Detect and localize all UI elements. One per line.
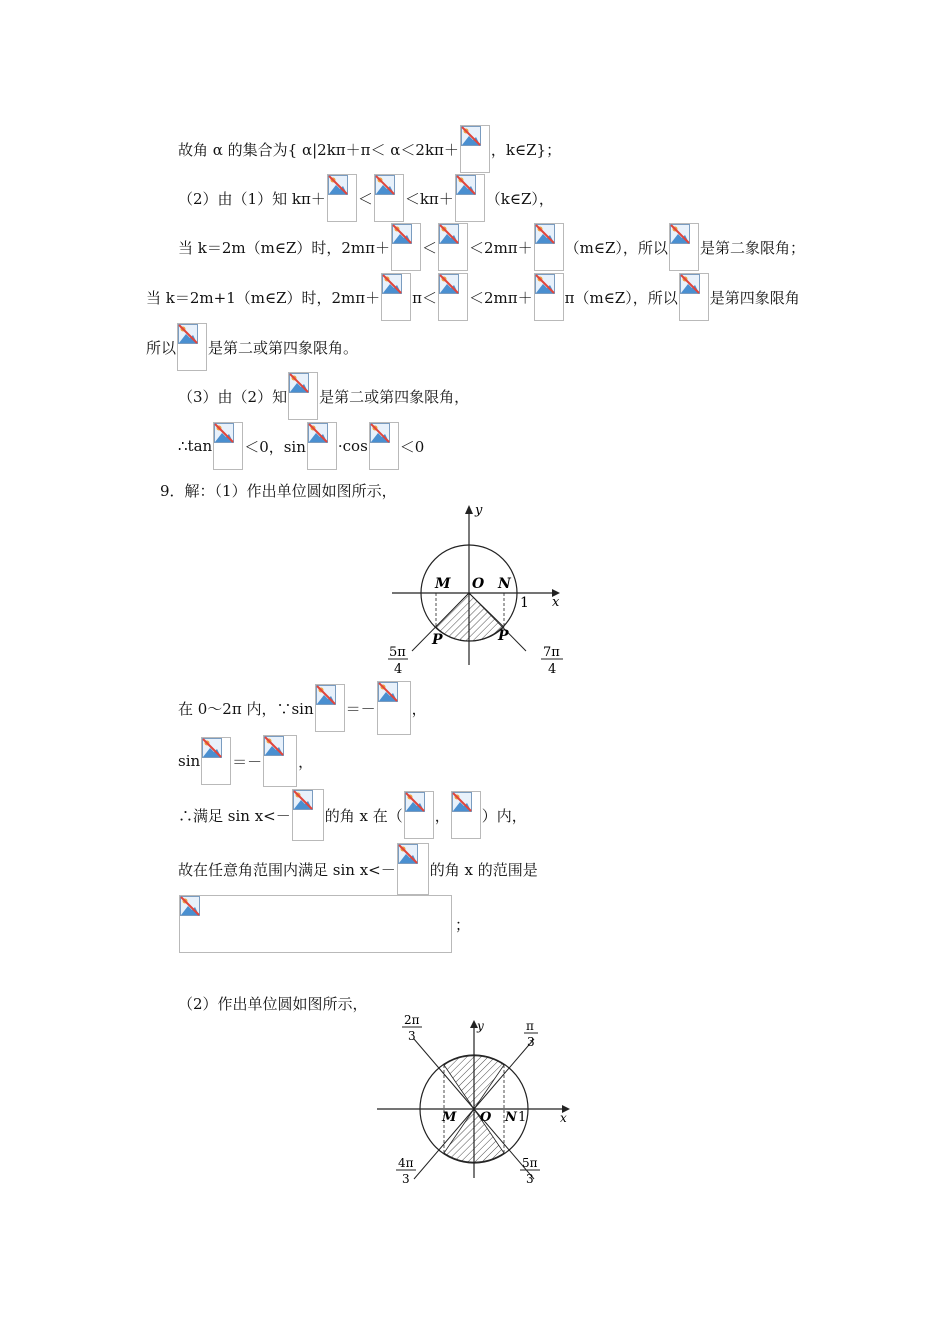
image-placeholder bbox=[374, 174, 404, 222]
broken-image-icon bbox=[405, 792, 425, 812]
angle-right-numerator: 7π bbox=[543, 645, 560, 660]
line-text: ＝－ bbox=[232, 752, 263, 771]
x-axis-label: x bbox=[552, 595, 560, 610]
line-text: 是第四象限角 bbox=[709, 288, 800, 307]
text-line bbox=[146, 322, 358, 372]
label-p-left: P bbox=[432, 632, 443, 648]
image-placeholder bbox=[315, 684, 345, 732]
image-placeholder bbox=[369, 422, 399, 470]
line-text: （2）由（1）知 kπ＋ bbox=[178, 189, 326, 208]
broken-image-icon bbox=[202, 738, 222, 758]
image-placeholder bbox=[679, 273, 709, 321]
image-placeholder bbox=[404, 791, 434, 839]
label-one: 1 bbox=[520, 595, 529, 611]
line-text: （k∈Z）， bbox=[485, 189, 554, 208]
image-placeholder bbox=[534, 223, 564, 271]
line-text: ＜2mπ＋ bbox=[469, 238, 533, 257]
line-text: ∴tan bbox=[178, 437, 213, 455]
line-text: ， bbox=[411, 699, 427, 718]
line-text: 故在任意角范围内满足 sin x<－ bbox=[178, 860, 396, 879]
line-text: ）内， bbox=[481, 806, 527, 825]
text-line bbox=[178, 371, 469, 421]
image-placeholder bbox=[377, 681, 411, 735]
broken-image-icon bbox=[178, 324, 198, 344]
broken-image-icon bbox=[535, 224, 555, 244]
image-placeholder bbox=[177, 323, 207, 371]
broken-image-icon bbox=[316, 685, 336, 705]
angle-br-numerator: 5π bbox=[522, 1156, 538, 1170]
line-text: 是第二或第四象限角。 bbox=[208, 338, 359, 357]
image-placeholder bbox=[327, 174, 357, 222]
angle-tr-numerator: π bbox=[526, 1019, 534, 1033]
line-text: 9．解：（1）作出单位圆如图所示， bbox=[160, 481, 397, 500]
angle-tl-numerator: 2π bbox=[404, 1013, 420, 1027]
broken-image-icon bbox=[535, 274, 555, 294]
image-placeholder bbox=[397, 843, 429, 895]
angle-left-numerator: 5π bbox=[389, 645, 406, 660]
angle-left-denominator: 4 bbox=[394, 662, 403, 677]
line-text: π（m∈Z），所以 bbox=[564, 288, 678, 307]
line-text: 当 k＝2m+1（m∈Z）时，2mπ＋ bbox=[146, 288, 381, 307]
image-placeholder bbox=[213, 422, 243, 470]
line-text: （3）由（2）知 bbox=[178, 387, 288, 406]
broken-image-icon bbox=[370, 423, 390, 443]
image-placeholder bbox=[455, 174, 485, 222]
image-placeholder bbox=[669, 223, 699, 271]
broken-image-icon bbox=[293, 790, 313, 810]
text-line bbox=[178, 173, 554, 223]
unit-circle-figure-1 bbox=[380, 500, 600, 680]
broken-image-icon bbox=[180, 896, 200, 916]
line-text: ＝－ bbox=[345, 699, 376, 718]
line-text: 当 k＝2m（m∈Z）时，2mπ＋ bbox=[178, 238, 391, 257]
line-text: ＜0 bbox=[399, 437, 425, 456]
broken-image-icon bbox=[378, 682, 398, 702]
label-one: 1 bbox=[518, 1110, 527, 1125]
text-line bbox=[178, 222, 805, 272]
line-text: 故角 α 的集合为{ α|2kπ＋π＜ α＜2kπ＋ bbox=[178, 140, 459, 159]
text-line bbox=[178, 985, 368, 1021]
angle-right-denominator: 4 bbox=[548, 662, 557, 677]
broken-image-icon bbox=[214, 423, 234, 443]
y-axis-label: y bbox=[477, 1019, 484, 1033]
y-axis-arrow bbox=[465, 505, 473, 514]
label-m: M bbox=[442, 1110, 457, 1125]
broken-image-icon bbox=[328, 175, 348, 195]
label-p-right: P bbox=[498, 628, 509, 644]
image-placeholder bbox=[292, 789, 324, 841]
angle-tl-denominator: 3 bbox=[408, 1029, 416, 1043]
image-placeholder bbox=[391, 223, 421, 271]
image-placeholder bbox=[534, 273, 564, 321]
image-placeholder bbox=[179, 895, 452, 953]
text-line bbox=[178, 788, 527, 842]
line-text: π＜ bbox=[412, 288, 437, 307]
label-m: M bbox=[435, 576, 451, 592]
angle-tr-denominator: 3 bbox=[527, 1035, 535, 1049]
line-text: ，k∈Z}； bbox=[490, 140, 562, 159]
line-text: ； bbox=[455, 915, 471, 934]
angle-bl-numerator: 4π bbox=[398, 1156, 414, 1170]
broken-image-icon bbox=[382, 274, 402, 294]
line-text: ＜0，sin bbox=[244, 437, 306, 456]
x-axis-label: x bbox=[560, 1111, 567, 1125]
image-placeholder bbox=[288, 372, 318, 420]
text-line bbox=[146, 272, 800, 322]
text-line bbox=[178, 734, 313, 788]
broken-image-icon bbox=[308, 423, 328, 443]
text-line bbox=[178, 124, 561, 174]
broken-image-icon bbox=[398, 844, 418, 864]
image-placeholder bbox=[201, 737, 231, 785]
label-n: N bbox=[505, 1110, 517, 1125]
line-text: ·cos bbox=[337, 437, 368, 455]
line-text: ∴满足 sin x<－ bbox=[178, 806, 291, 825]
angle-bl-denominator: 3 bbox=[402, 1172, 410, 1186]
broken-image-icon bbox=[289, 373, 309, 393]
line-text: sin bbox=[178, 752, 201, 770]
image-placeholder bbox=[460, 125, 490, 173]
broken-image-icon bbox=[680, 274, 700, 294]
label-n: N bbox=[498, 576, 511, 592]
text-line bbox=[178, 680, 427, 736]
line-text: ＜ bbox=[422, 238, 438, 257]
line-text: ， bbox=[298, 752, 314, 771]
line-text: 是第二或第四象限角， bbox=[319, 387, 470, 406]
image-placeholder bbox=[438, 273, 468, 321]
line-text: 的角 x 在（ bbox=[324, 806, 403, 825]
text-line bbox=[178, 842, 538, 896]
line-text: （2）作出单位圆如图所示， bbox=[178, 994, 368, 1013]
broken-image-icon bbox=[456, 175, 476, 195]
image-placeholder bbox=[263, 735, 297, 787]
broken-image-icon bbox=[452, 792, 472, 812]
image-placeholder bbox=[438, 223, 468, 271]
line-text: 所以 bbox=[146, 338, 177, 357]
label-o: O bbox=[472, 576, 485, 592]
text-line bbox=[178, 421, 424, 471]
image-placeholder bbox=[381, 273, 411, 321]
broken-image-icon bbox=[439, 274, 459, 294]
text-line bbox=[178, 895, 470, 953]
image-placeholder bbox=[307, 422, 337, 470]
broken-image-icon bbox=[439, 224, 459, 244]
broken-image-icon bbox=[461, 126, 481, 146]
image-placeholder bbox=[451, 791, 481, 839]
line-text: ＜kπ＋ bbox=[404, 189, 454, 208]
text-line bbox=[160, 470, 397, 510]
line-text: 是第二象限角； bbox=[699, 238, 805, 257]
line-text: ＜2mπ＋ bbox=[468, 288, 533, 307]
y-axis-label: y bbox=[475, 503, 483, 518]
angle-br-denominator: 3 bbox=[526, 1172, 534, 1186]
broken-image-icon bbox=[375, 175, 395, 195]
unit-circle-figure-2 bbox=[372, 1010, 582, 1190]
line-text: ， bbox=[434, 806, 450, 825]
line-text: （m∈Z），所以 bbox=[564, 238, 668, 257]
line-text: 的角 x 的范围是 bbox=[429, 860, 538, 879]
broken-image-icon bbox=[264, 736, 284, 756]
broken-image-icon bbox=[392, 224, 412, 244]
label-o: O bbox=[480, 1110, 492, 1125]
broken-image-icon bbox=[670, 224, 690, 244]
line-text: ＜ bbox=[357, 189, 373, 208]
line-text: 在 0～2π 内，∵sin bbox=[178, 699, 314, 718]
